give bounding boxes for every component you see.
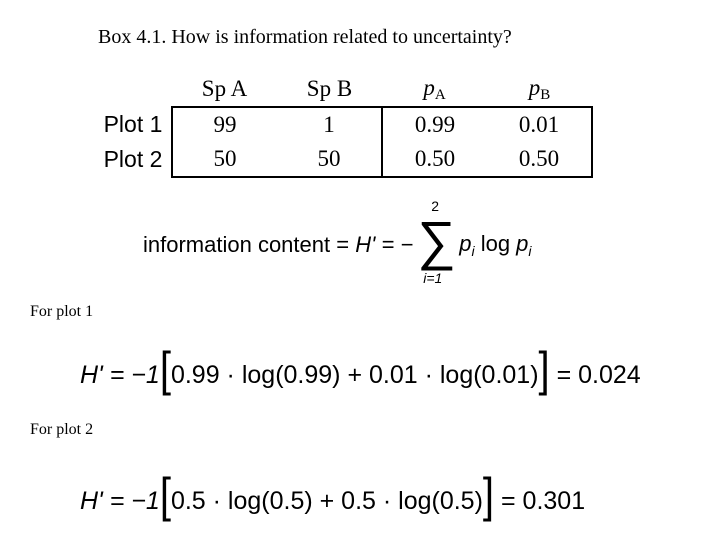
plot2-close-bracket: ] — [482, 469, 495, 523]
col-header-sp-a: Sp A — [201, 76, 248, 101]
cell-plot1-pa: 0.99 — [382, 107, 487, 142]
col-header-sp-b: Sp B — [306, 76, 353, 101]
cell-plot2-spa: 50 — [172, 142, 277, 177]
information-content-formula — [143, 198, 532, 286]
plot1-formula — [80, 343, 641, 399]
cell-plot2-pb: 0.50 — [487, 142, 592, 177]
h-prime-definition: H' = − — [355, 232, 414, 257]
pb-symbol: p — [528, 74, 541, 100]
cell-plot2-spb: 50 — [277, 142, 382, 177]
cell-plot1-spb: 1 — [277, 107, 382, 142]
sum-upper-limit: 2 — [431, 198, 439, 214]
row-label-plot-1: Plot 1 — [103, 111, 163, 137]
info-content-label: information content = — [143, 232, 356, 257]
plot1-close-bracket: ] — [538, 343, 550, 397]
term-p: p — [459, 231, 472, 256]
plot1-label: For plot 1 — [30, 303, 94, 320]
pb-subscript: B — [540, 86, 551, 103]
col-header-pb — [487, 72, 592, 107]
term-p-sub: i — [471, 243, 475, 259]
log-word: log — [474, 231, 517, 256]
plot2-result: = 0.301 — [494, 487, 586, 515]
sum-lower-limit: i=1 — [423, 270, 443, 286]
plot2-body: 0.5 · log(0.5) + 0.5 · log(0.5) — [170, 487, 483, 515]
cell-plot2-pa: 0.50 — [382, 142, 487, 177]
corner-cell — [95, 72, 172, 107]
summation — [413, 198, 459, 286]
cell-plot1-spa: 99 — [172, 107, 277, 142]
species-table — [95, 72, 593, 178]
plot2-lhs: H' = −1 — [80, 487, 160, 515]
table-row — [95, 107, 592, 142]
col-header-pa — [382, 72, 487, 107]
plot2-label: For plot 2 — [30, 421, 94, 438]
plot1-result: = 0.024 — [549, 361, 641, 389]
plot2-formula — [80, 469, 586, 525]
term-p2: p — [516, 231, 529, 256]
plot2-open-bracket: [ — [159, 469, 171, 523]
plot1-lhs: H' = −1 — [80, 361, 160, 389]
pa-subscript: A — [434, 86, 446, 103]
plot1-body: 0.99 · log(0.99) + 0.01 · log(0.01) — [170, 361, 539, 389]
page-title: Box 4.1. How is information related to uncertainty? — [98, 26, 512, 48]
plot1-open-bracket: [ — [159, 343, 171, 397]
table-row — [95, 142, 592, 177]
row-label-plot-2: Plot 2 — [103, 146, 163, 172]
table-header-row — [95, 72, 592, 107]
pa-symbol: p — [423, 74, 435, 100]
sigma-symbol: ∑ — [417, 211, 456, 271]
cell-plot1-pb: 0.01 — [487, 107, 592, 142]
term-p2-sub: i — [528, 243, 532, 259]
